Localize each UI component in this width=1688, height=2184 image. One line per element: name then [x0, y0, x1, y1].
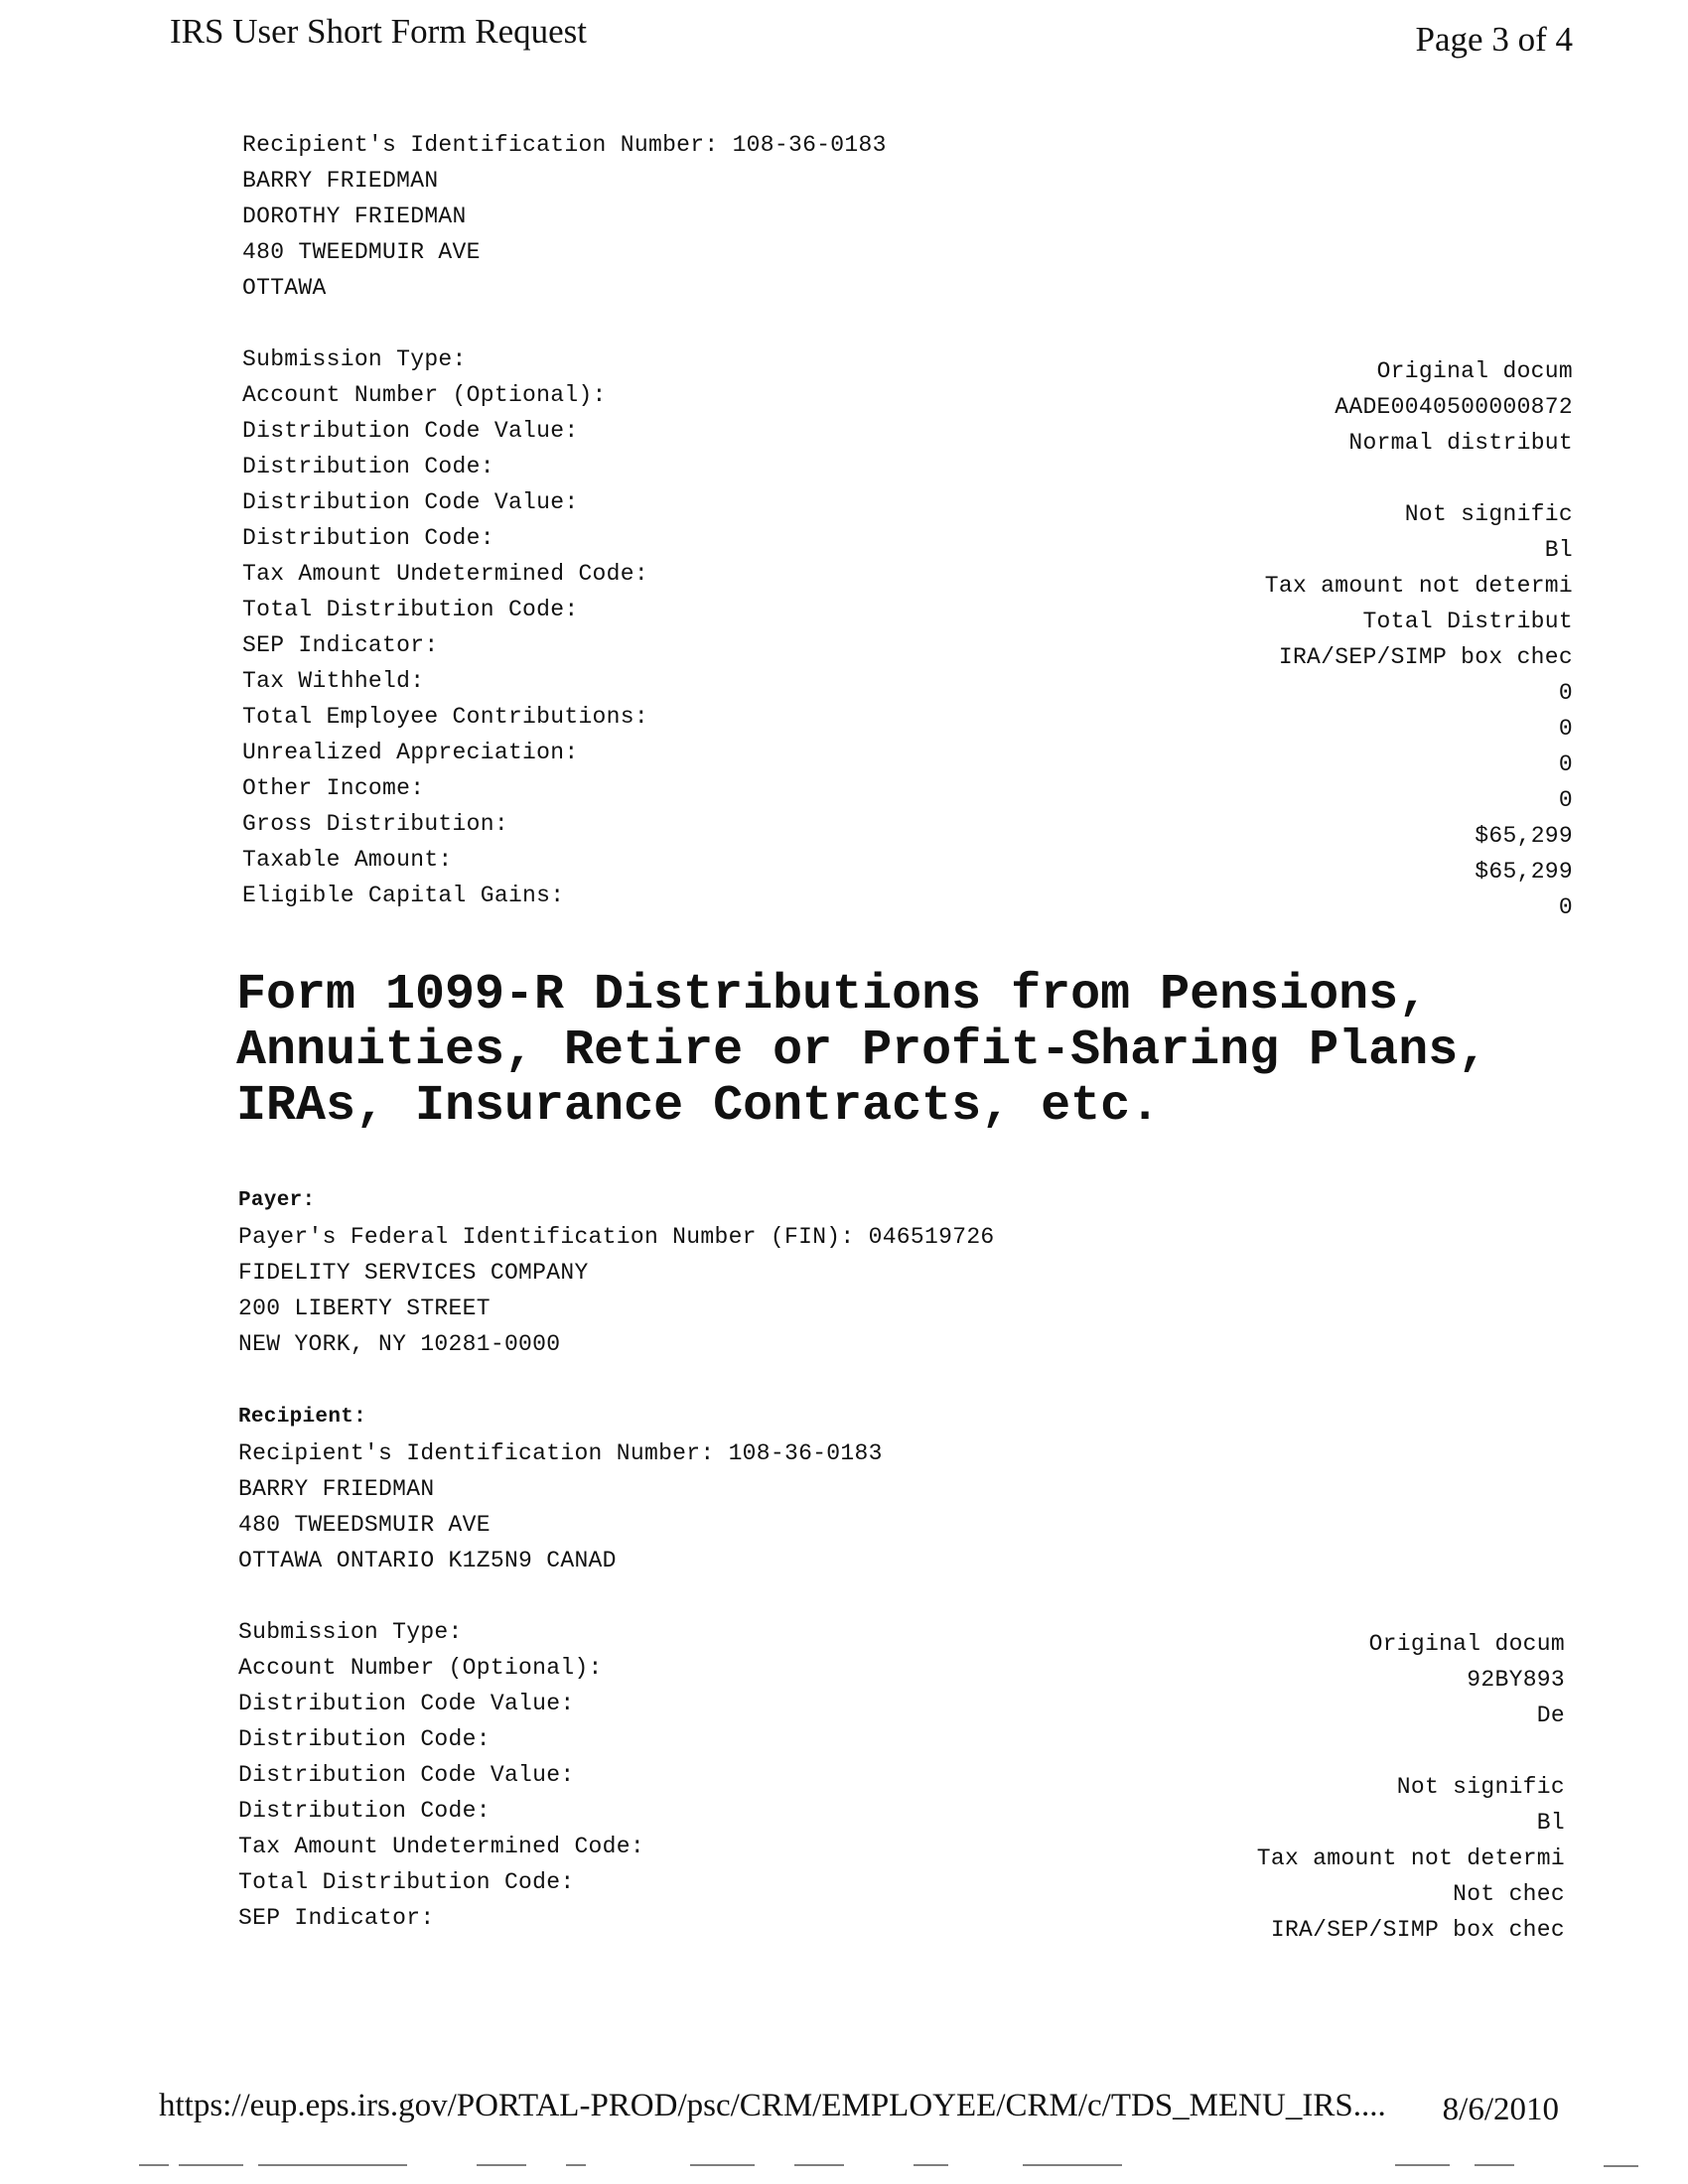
recipient-label: Recipient:	[238, 1406, 367, 1429]
record2-field-values	[1257, 1626, 1565, 1948]
payer-label: Payer:	[238, 1189, 316, 1212]
payer-fin-line: Payer's Federal Identification Number (FIN): 046519726	[238, 1224, 995, 1250]
field-value: Not signific	[1404, 501, 1573, 527]
field-value: Tax amount not determi	[1264, 573, 1573, 599]
field-value: 0	[1558, 751, 1573, 777]
scan-artifacts	[0, 2162, 1688, 2172]
recipient-name-line: BARRY FRIEDMAN	[238, 1476, 435, 1502]
payer-address-line: 200 LIBERTY STREET	[238, 1296, 491, 1321]
field-label: Distribution Code:	[242, 525, 494, 551]
field-value: Not signific	[1396, 1774, 1565, 1800]
field-value: $65,299	[1475, 859, 1573, 885]
field-value: AADE0040500000872	[1335, 394, 1573, 420]
field-label: Tax Amount Undetermined Code:	[238, 1834, 644, 1859]
form-heading: Form 1099-R Distributions from Pensions, Annuities, Retire or Profit-Sharing Plans, IRAs, Insurance Contracts, etc.	[236, 967, 1488, 1135]
field-label: Gross Distribution:	[242, 811, 508, 837]
record1-recipient-block	[242, 127, 1573, 306]
payer-name-line: FIDELITY SERVICES COMPANY	[238, 1260, 589, 1286]
page-number: Page 3 of 4	[1415, 20, 1573, 59]
field-label: SEP Indicator:	[238, 1905, 435, 1931]
field-label: Account Number (Optional):	[242, 382, 607, 408]
recipient-address-line: 480 TWEEDMUIR AVE	[242, 239, 481, 265]
field-label: Tax Amount Undetermined Code:	[242, 561, 648, 587]
record1-fields	[242, 341, 1573, 927]
record1-field-labels	[242, 341, 648, 913]
field-label: Submission Type:	[238, 1619, 463, 1645]
field-value: IRA/SEP/SIMP box chec	[1270, 1917, 1565, 1943]
field-value: 0	[1558, 894, 1573, 920]
field-label: Eligible Capital Gains:	[242, 883, 565, 908]
field-value	[1257, 1733, 1565, 1769]
field-label: Distribution Code:	[238, 1726, 491, 1752]
field-value: $65,299	[1475, 823, 1573, 849]
document-title: IRS User Short Form Request	[170, 12, 587, 51]
field-label: Distribution Code:	[242, 454, 494, 479]
field-value: 0	[1558, 680, 1573, 706]
field-label: Total Distribution Code:	[238, 1869, 575, 1895]
field-value: 0	[1558, 787, 1573, 813]
field-value: Normal distribut	[1348, 430, 1573, 456]
recipient-id-line: Recipient's Identification Number: 108-36-0183	[238, 1440, 883, 1466]
field-label: Distribution Code:	[238, 1798, 491, 1824]
payer-city-line: NEW YORK, NY 10281-0000	[238, 1331, 561, 1357]
field-value: Original docum	[1376, 358, 1573, 384]
recipient-city-line: OTTAWA ONTARIO K1Z5N9 CANAD	[238, 1548, 617, 1573]
field-value: 92BY893	[1467, 1667, 1565, 1693]
field-value: Bl	[1544, 537, 1573, 563]
recipient-name-line: DOROTHY FRIEDMAN	[242, 204, 467, 229]
field-label: Taxable Amount:	[242, 847, 453, 873]
footer-date: 8/6/2010	[1442, 2092, 1559, 2127]
field-label: SEP Indicator:	[242, 632, 439, 658]
field-label: Unrealized Appreciation:	[242, 740, 579, 765]
recipient-name-line: BARRY FRIEDMAN	[242, 168, 439, 194]
field-label: Distribution Code Value:	[238, 1691, 575, 1716]
field-value: Original docum	[1368, 1631, 1565, 1657]
field-label: Account Number (Optional):	[238, 1655, 603, 1681]
record1-field-values	[1265, 353, 1573, 925]
field-label: Distribution Code Value:	[238, 1762, 575, 1788]
field-value: Total Distribut	[1362, 609, 1573, 634]
payer-block	[238, 1183, 1569, 1362]
field-value: 0	[1558, 716, 1573, 742]
field-value: IRA/SEP/SIMP box chec	[1278, 644, 1573, 670]
recipient-city-line: OTTAWA	[242, 275, 327, 301]
record2-field-labels	[238, 1614, 644, 1936]
field-value: Tax amount not determi	[1256, 1845, 1565, 1871]
field-value: De	[1536, 1703, 1565, 1728]
field-label: Total Employee Contributions:	[242, 704, 648, 730]
field-label: Submission Type:	[242, 346, 467, 372]
record2-fields	[238, 1614, 1565, 1952]
field-label: Other Income:	[242, 775, 425, 801]
footer-url: https://eup.eps.irs.gov/PORTAL-PROD/psc/CRM/EMPLOYEE/CRM/c/TDS_MENU_IRS....	[159, 2088, 1386, 2123]
field-label: Tax Withheld:	[242, 668, 425, 694]
field-value	[1265, 461, 1573, 496]
recipient-address-line: 480 TWEEDSMUIR AVE	[238, 1512, 491, 1538]
field-value: Bl	[1536, 1810, 1565, 1836]
field-label: Distribution Code Value:	[242, 418, 579, 444]
field-label: Total Distribution Code:	[242, 597, 579, 622]
recipient-id-line: Recipient's Identification Number: 108-36-0183	[242, 132, 887, 158]
field-value: Not chec	[1453, 1881, 1565, 1907]
record2-recipient-block	[238, 1400, 1569, 1578]
field-label: Distribution Code Value:	[242, 489, 579, 515]
